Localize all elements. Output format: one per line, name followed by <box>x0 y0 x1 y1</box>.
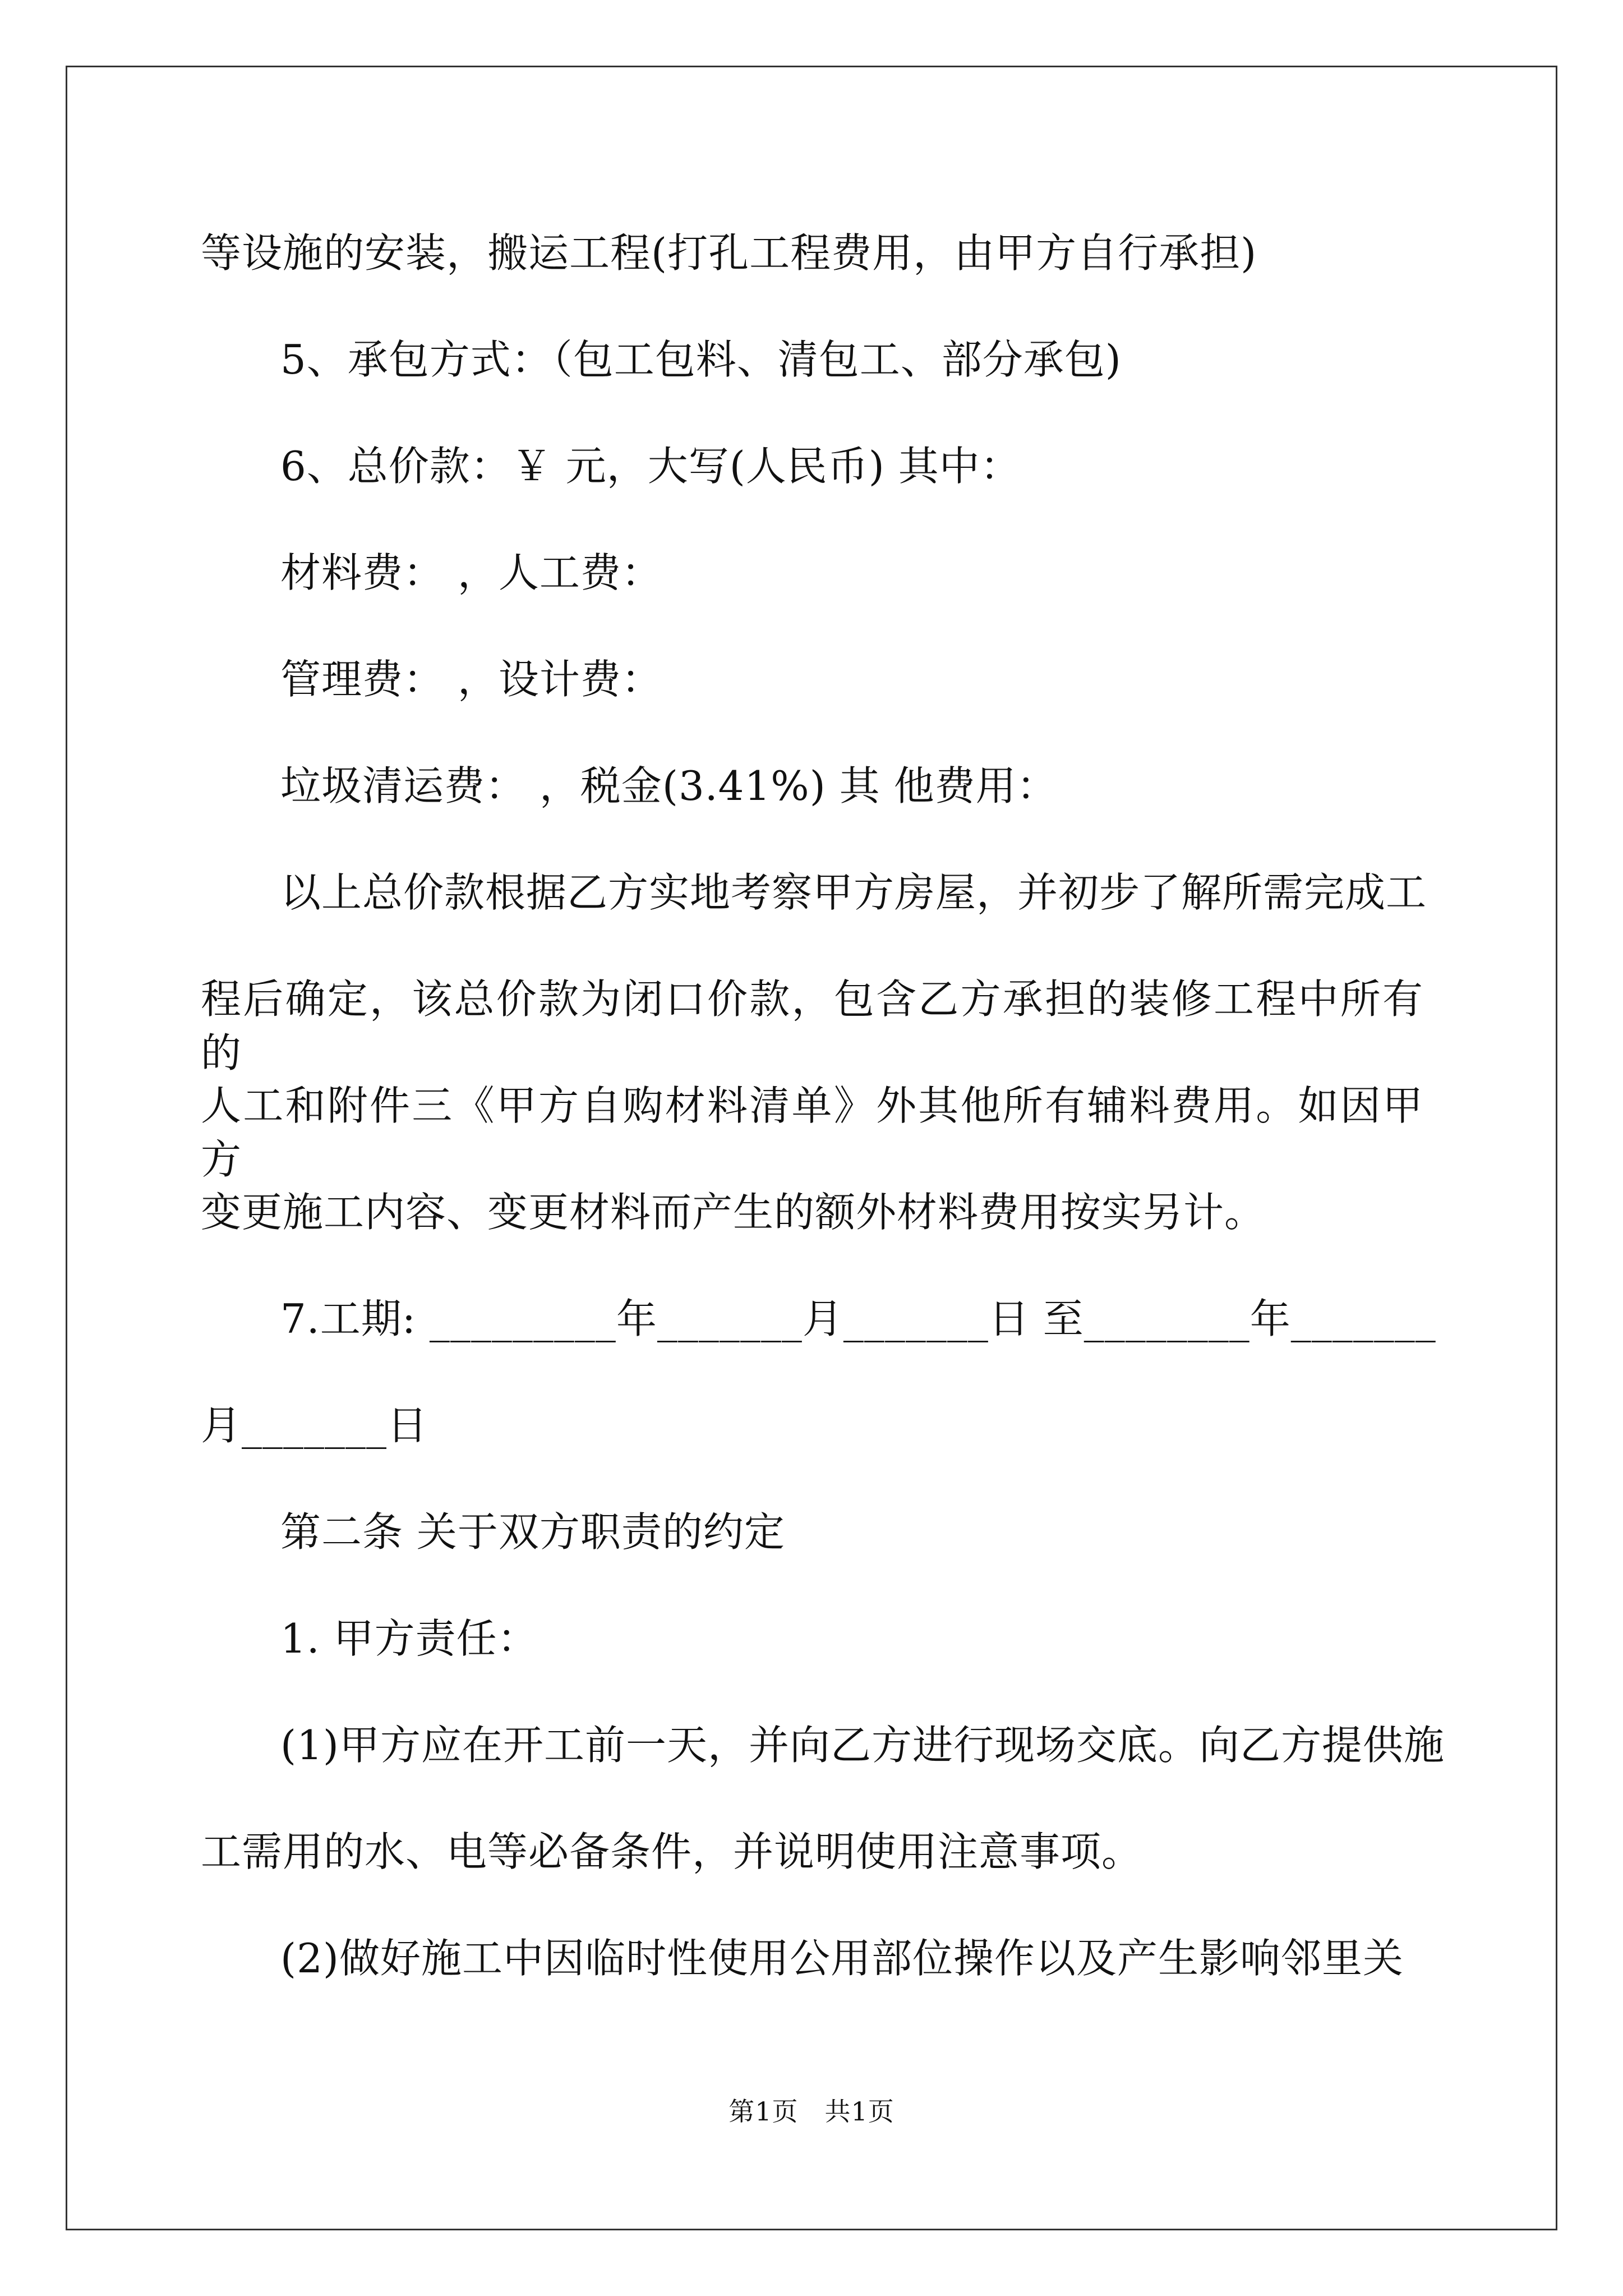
text-line-6: 垃圾清运费： ，税金(3.41%) 其 他费用： <box>280 762 1058 809</box>
text-line-12: 月_______日 <box>201 1402 428 1449</box>
section-heading: 第二条 关于双方职责的约定 <box>280 1508 785 1556</box>
text-line-2: 5、承包方式：（包工包料、清包工、部分承包) <box>280 336 1122 383</box>
text-line-4: 材料费： ，人工费： <box>280 549 662 596</box>
text-line-5: 管理费： ，设计费： <box>280 656 662 703</box>
text-line-14: 1. 甲方责任： <box>280 1615 538 1662</box>
text-line-9: 人工和附件三《甲方自购材料清单》外其他所有辅料费用。如因甲方 <box>201 1082 1423 1183</box>
text-line-8: 程后确定，该总价款为闭口价款，包含乙方承担的装修工程中所有的 <box>201 976 1423 1076</box>
text-line-15: (1)甲方应在开工前一天，并向乙方进行现场交底。向乙方提供施 <box>280 1722 1445 1769</box>
text-line-17: (2)做好施工中因临时性使用公用部位操作以及产生影响邻里关 <box>280 1935 1404 1982</box>
text-line-11: 7.工期: _________年_______月_______日 至________年_______ <box>280 1295 1436 1342</box>
text-line-10: 变更施工内容、变更材料而产生的额外材料费用按实另计。 <box>201 1189 1266 1236</box>
text-line-1: 等设施的安装，搬运工程(打孔工程费用，由甲方自行承担) <box>201 229 1257 277</box>
text-line-16: 工需用的水、电等必备条件，并说明使用注意事项。 <box>201 1828 1143 1875</box>
text-line-3: 6、总价款：￥ 元，大写(人民币) 其中： <box>280 443 1021 490</box>
text-line-7: 以上总价款根据乙方实地考察甲方房屋，并初步了解所需完成工 <box>280 869 1427 916</box>
page-number-footer: 第1页 共1页 <box>728 2096 895 2127</box>
